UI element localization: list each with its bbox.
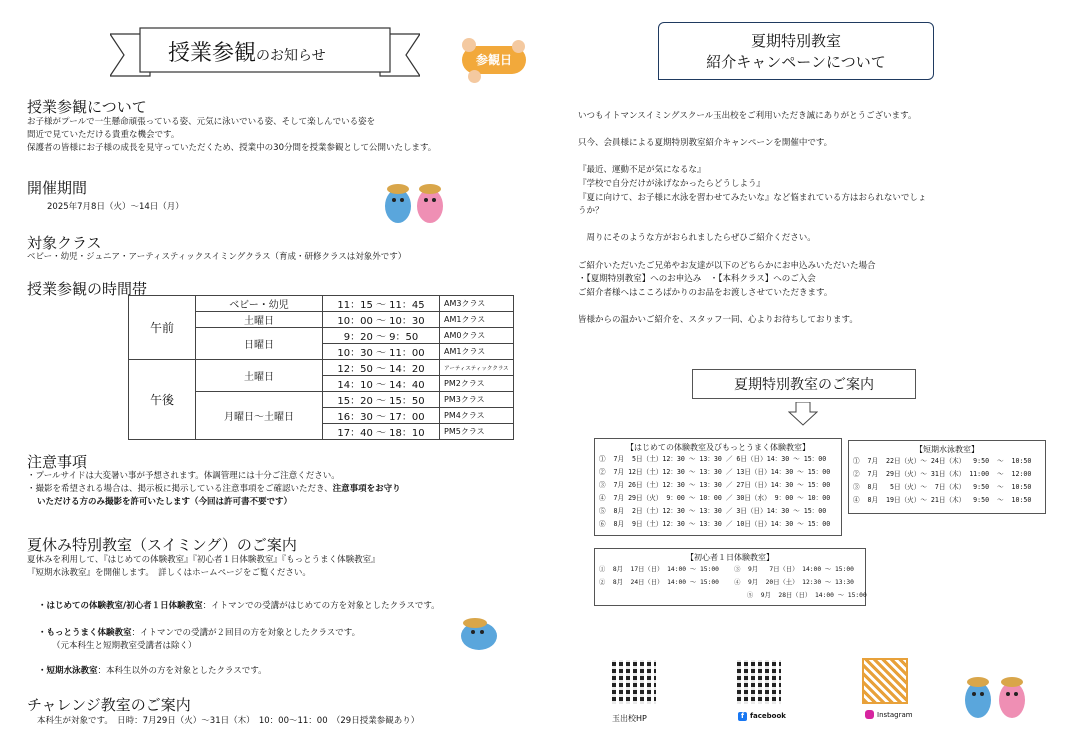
classes-heading: 対象クラス xyxy=(27,234,102,252)
campaign-line: うか？ xyxy=(578,206,604,217)
down-arrow-icon xyxy=(788,402,818,426)
mascot-fish-icon xyxy=(380,180,450,228)
time-cell: 14：10 ～ 14：40 xyxy=(323,376,440,392)
list-item: ② 7月 12日（土）12：30 ～ 13：30 ／ 13日（日）14：30 ～ 15：00 xyxy=(599,468,831,476)
period-heading: 開催期間 xyxy=(27,179,88,197)
time-cell: 11：15 ～ 11：45 xyxy=(323,296,440,312)
campaign-line xyxy=(578,300,926,314)
bullet-bold: ・もっとうまく体験教室 xyxy=(38,628,132,638)
campaign-line: 周りにそのような方がおられましたらぜひご紹介ください。 xyxy=(578,233,816,244)
summer-bullet xyxy=(38,665,267,678)
about-text xyxy=(27,116,436,155)
list-item: ④ 7月 29日（火） 9：00 ～ 10：00 ／ 30日（水） 9：00 ～ 10：00 xyxy=(599,494,831,502)
list-item: ② 7月 29日（火）～ 31日（木） 11:00 ～ 12:00 xyxy=(853,470,1032,478)
campaign-line: いつもイトマンスイミングスクール玉出校をご利用いただき誠にありがとうございます。 xyxy=(578,111,917,121)
time-cell: 16：30 ～ 17：00 xyxy=(323,408,440,424)
list-item: ③ 7月 26日（土）12：30 ～ 13：30 ／ 27日（日）14：30 ～ 15：00 xyxy=(599,481,831,489)
code-cell: PM5クラス xyxy=(440,424,514,440)
about-heading: 授業参観について xyxy=(27,98,147,116)
code-cell: AM1クラス xyxy=(440,312,514,328)
list-item: ③ 8月 5日（火）～ 7日（木） 9:50 ～ 10:50 xyxy=(853,483,1032,491)
code-cell: PM2クラス xyxy=(440,376,514,392)
campaign-line xyxy=(578,219,926,233)
class-cell: 月曜日～土曜日 xyxy=(196,392,323,440)
time-cell: 9：20 ～ 9：50 xyxy=(323,328,440,344)
campaign-line xyxy=(578,151,926,165)
campaign-line: ・【夏期特別教室】へのお申込み ・【本科クラス】へのご入会 xyxy=(578,274,816,285)
campaign-line xyxy=(578,246,926,260)
notes-bold: いただける方のみ撮影を許可いたします（今回は許可書不要です） xyxy=(37,497,293,507)
table-row xyxy=(129,296,514,312)
summer-line: 夏休みを利用して、『はじめての体験教室』『初心者１日体験教室』『もっとうまく体験教室』 xyxy=(27,555,380,565)
campaign-line: ご紹介者様へはこころばかりのお品をお渡しさせていただきます。 xyxy=(578,287,833,298)
facebook-qr-code[interactable] xyxy=(737,660,781,704)
code-cell: PM3クラス xyxy=(440,392,514,408)
summer-line: 『短期水泳教室』を開催します。 詳しくはホームページをご覧ください。 xyxy=(27,568,311,578)
list-item: ⑥ 8月 9日（土）12：30 ～ 13：30 ／ 10日（日）14：30 ～ 15：00 xyxy=(599,520,831,528)
summer-heading: 夏休み特別教室（スイミング）のご案内 xyxy=(27,536,297,554)
box-title: 【短期水泳教室】 xyxy=(915,445,979,454)
about-line: お子様がプールで一生懸命頑張っている姿、元気に泳いでいる姿、そして楽しんでいる姿を xyxy=(27,117,376,127)
notes-heading: 注意事項 xyxy=(27,453,88,471)
bullet-bold: ・短期水泳教室 xyxy=(38,666,98,676)
about-line: 間近で見ていただける貴重な機会です。 xyxy=(27,130,180,140)
class-cell: 土曜日 xyxy=(196,360,323,392)
bullet-text: ：イトマンでの受講がはじめての方を対象としたクラスです。 xyxy=(202,601,440,611)
list-item: ⑤ 8月 2日（土）12：30 ～ 13：30 ／ 3日（日）14：30 ～ 15：00 xyxy=(599,507,827,515)
summer-bullet xyxy=(38,600,440,613)
box-taiken xyxy=(594,438,842,536)
campaign-line: 『学校で自分だけが泳げなかったらどうしよう』 xyxy=(578,178,766,189)
banner-title-sub: のお知らせ xyxy=(256,48,326,64)
list-item: ④ 8月 19日（火）～ 21日（木） 9:50 ～ 10:50 xyxy=(853,496,1032,504)
list-item: ① 8月 17日（日） 14:00 ～ 15:00 ③ 9月 7日（日） 14:00 ～ 15:00 xyxy=(599,566,854,573)
campaign-title-line2: 紹介キャンペーンについて xyxy=(706,53,886,71)
about-line: 保護者の皆様にお子様の成長を見守っていただくため、授業中の30分間を授業参観として公開いたします。 xyxy=(27,143,437,153)
campaign-line xyxy=(578,124,926,138)
class-cell: ベビー・幼児 xyxy=(196,296,323,312)
bullet-text: ：イトマンでの受講が２回目の方を対象としたクラスです。 xyxy=(131,628,361,638)
bullet-text: ：本科生以外の方を対象としたクラスです。 xyxy=(97,666,267,676)
time-cell: 17：40 ～ 18：10 xyxy=(323,424,440,440)
classes-text: ベビー・幼児・ジュニア・アーティスティックスイミングクラス（育成・研修クラスは対象外です） xyxy=(27,252,407,262)
campaign-title-line1: 夏期特別教室 xyxy=(750,32,841,50)
box-shoshinsha xyxy=(594,548,866,606)
hp-qr-label[interactable]: 玉出校HP xyxy=(612,714,647,723)
bullet-bold: ・はじめての体験教室/初心者１日体験教室 xyxy=(38,601,203,611)
box-rows xyxy=(595,563,865,602)
campaign-line: ご紹介いただいたご兄弟やお友達が以下のどちらかにお申込みいただいた場合 xyxy=(578,260,876,271)
instagram-qr-label[interactable]: Instagram xyxy=(877,711,913,719)
notes-text xyxy=(27,470,401,509)
table-row xyxy=(129,360,514,376)
campaign-body xyxy=(578,110,926,328)
instagram-icon xyxy=(865,710,874,719)
timetable xyxy=(128,295,514,440)
class-cell: 日曜日 xyxy=(196,328,323,360)
period-text: 2025年7月8日（火）～14日（月） xyxy=(47,202,184,212)
campaign-title-box xyxy=(658,22,934,80)
pm-label: 午後 xyxy=(129,360,196,440)
kid-face-icon xyxy=(512,40,525,53)
time-cell: 10：30 ～ 11：00 xyxy=(323,344,440,360)
guide-title: 夏期特別教室のご案内 xyxy=(692,369,916,399)
list-item: ② 8月 24日（日） 14:00 ～ 15:00 ④ 9月 20日（土） 12:30 ～ 13:30 xyxy=(599,579,854,586)
hp-qr-code[interactable] xyxy=(612,660,656,704)
mascot-fish-icon xyxy=(455,612,505,656)
notes-line: ・プールサイドは大変暑い事が予想されます。体調管理には十分ご注意ください。 xyxy=(27,471,340,481)
time-cell: 12：50 ～ 14：20 xyxy=(323,360,440,376)
box-title: 【初心者１日体験教室】 xyxy=(686,553,774,562)
campaign-line: 只今、会員様による夏期特別教室紹介キャンペーンを開催中です。 xyxy=(578,138,833,149)
bullet-sub: （元本科生と短期教室受講者は除く） xyxy=(52,641,197,651)
list-item: ① 7月 5日（土）12：30 ～ 13：30 ／ 6日（日）14：30 ～ 15：00 xyxy=(599,455,827,463)
class-cell: 土曜日 xyxy=(196,312,323,328)
facebook-icon: f xyxy=(738,712,747,721)
campaign-line: 『最近、運動不足が気になるな』 xyxy=(578,165,706,176)
campaign-line: 皆様からの温かいご紹介を、スタッフ一同、心よりお待ちしております。 xyxy=(578,314,858,325)
list-item: ⑤ 9月 28日（日） 14:00 ～ 15:00 xyxy=(599,592,867,599)
timetable-heading: 授業参観の時間帯 xyxy=(27,280,148,298)
code-cell: AM3クラス xyxy=(440,296,514,312)
code-cell: AM0クラス xyxy=(440,328,514,344)
campaign-line: 『夏に向けて、お子様に水泳を習わせてみたいな』など悩まれている方はおられないでしょ xyxy=(578,192,927,203)
box-tanki xyxy=(848,440,1046,514)
instagram-qr-code[interactable] xyxy=(862,658,908,704)
facebook-qr-label[interactable]: facebook xyxy=(750,712,786,720)
box-title: 【はじめての体験教室及びもっとうまく体験教室】 xyxy=(626,443,810,452)
code-cell: AM1クラス xyxy=(440,344,514,360)
mascot-fish-icon xyxy=(960,672,1032,722)
code-cell: PM4クラス xyxy=(440,408,514,424)
time-cell: 15：20 ～ 15：50 xyxy=(323,392,440,408)
summer-text xyxy=(27,554,380,580)
notes-line: ・撮影を希望される場合は、掲示板に掲示している注意事項をご確認いただき、 xyxy=(27,484,333,494)
box-rows xyxy=(849,455,1045,507)
time-cell: 10：00 ～ 10：30 xyxy=(323,312,440,328)
am-label: 午前 xyxy=(129,296,196,360)
kid-face-icon xyxy=(468,70,481,83)
challenge-text: 本科生が対象です。 日時：7月29日（火）～31日（木） 10：00～11：00 （29日授業参観あり） xyxy=(37,716,420,726)
box-rows xyxy=(595,453,841,531)
banner-title-main: 授業参観 xyxy=(168,41,257,66)
challenge-heading: チャレンジ教室のご案内 xyxy=(27,696,191,714)
code-cell: アーティスティッククラス xyxy=(440,360,514,376)
notes-bold: 注意事項をお守り xyxy=(332,484,401,494)
kid-face-icon xyxy=(462,38,476,52)
summer-bullet xyxy=(38,627,360,653)
list-item: ① 7月 22日（火）～ 24日（木） 9:50 ～ 10:50 xyxy=(853,457,1032,465)
banner-title xyxy=(168,36,326,67)
sankanbi-badge: 参観日 xyxy=(462,46,526,74)
